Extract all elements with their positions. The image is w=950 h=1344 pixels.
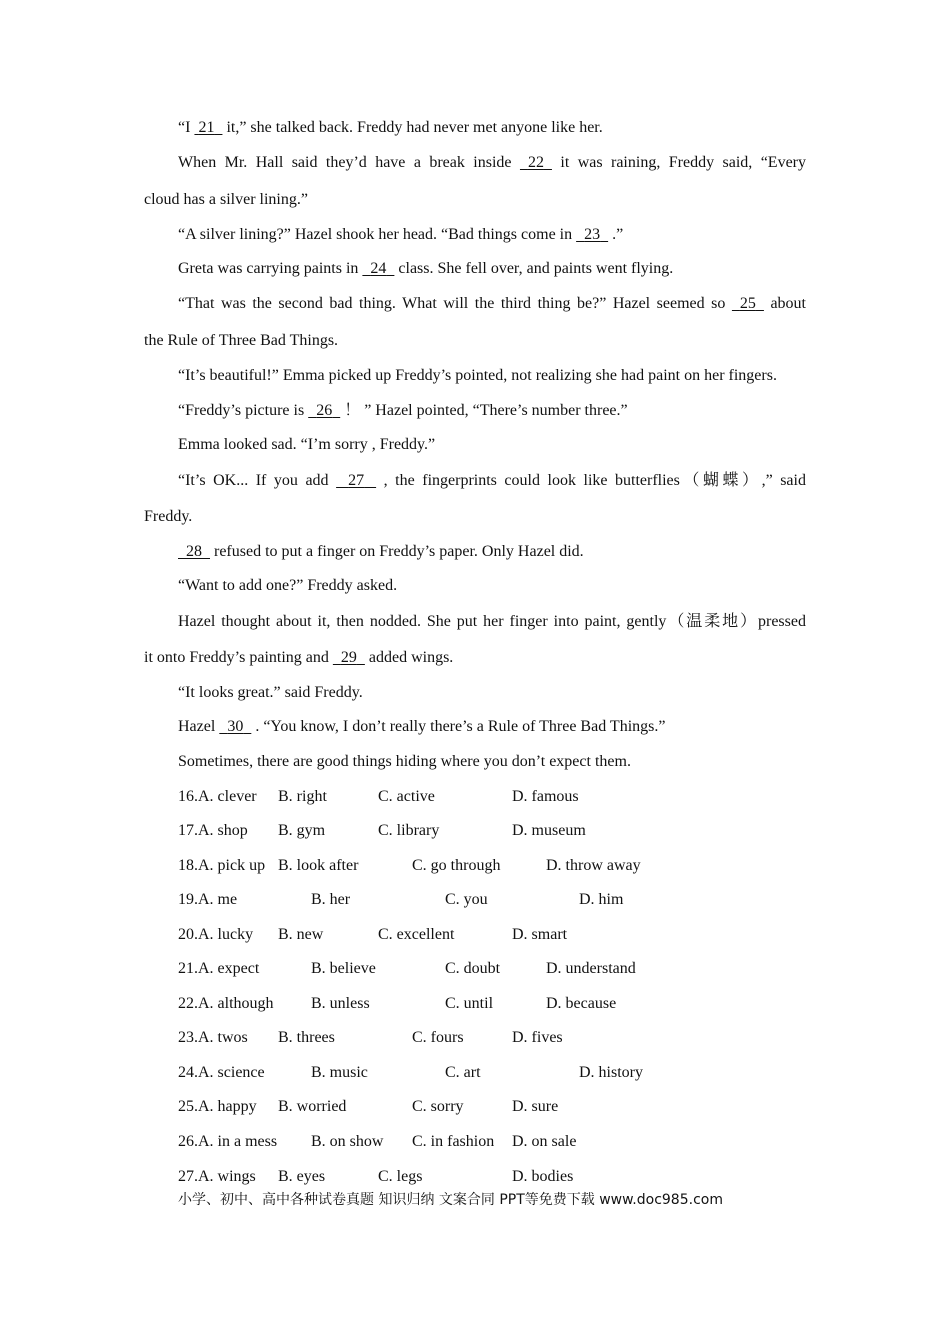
passage-line: “It looks great.” said Freddy. (178, 684, 363, 701)
question-26-a: 26.A. in a mess (178, 1133, 278, 1150)
passage-line: Freddy. (144, 508, 193, 525)
question-20-c: C. excellent (378, 926, 455, 943)
text: When Mr. Hall said they’d have a break inside (178, 154, 520, 171)
text: Hazel (178, 718, 220, 735)
passage-line: “It’s beautiful!” Emma picked up Freddy’s pointed, not realizing she had paint on her fingers. (178, 367, 777, 384)
question-26-c: C. in fashion (412, 1133, 495, 1150)
question-19-a: 19.A. me (178, 891, 238, 908)
question-17-b: B. gym (278, 822, 326, 839)
question-23-a: 23.A. twos (178, 1029, 248, 1046)
blank-23: 23 (584, 226, 601, 243)
question-19-b: B. her (311, 891, 351, 908)
text: refused to put a finger on Freddy’s paper. Only Hazel did. (210, 543, 584, 560)
blank-25: 25 (739, 295, 756, 312)
question-18-d: D. throw away (546, 857, 641, 874)
question-26-b: B. on show (311, 1133, 384, 1150)
question-24-d: D. history (579, 1064, 643, 1081)
passage-line (178, 471, 806, 491)
question-21-c: C. doubt (445, 960, 501, 977)
text: it onto Freddy’s painting and (144, 649, 333, 666)
question-24-b: B. music (311, 1064, 368, 1081)
text: about (763, 295, 806, 312)
question-22-c: C. until (445, 995, 494, 1012)
passage-line: Emma looked sad. “I’m sorry , Freddy.” (178, 436, 436, 453)
passage-line (178, 294, 806, 314)
passage-line (178, 401, 806, 421)
question-24-c: C. art (445, 1064, 481, 1081)
text: ！ ” Hazel pointed, “There’s number three.” (340, 402, 628, 419)
question-23-c: C. fours (412, 1029, 464, 1046)
text: “It’s OK... If you add (178, 472, 337, 489)
question-18-a: 18.A. pick up (178, 857, 266, 874)
text: “I (178, 119, 195, 136)
question-17-d: D. museum (512, 822, 586, 839)
text: “That was the second bad thing. What will the third thing be?” Hazel seemed so (178, 295, 732, 312)
question-27-d: D. bodies (512, 1168, 574, 1185)
question-22-b: B. unless (311, 995, 370, 1012)
question-23-d: D. fives (512, 1029, 563, 1046)
passage-line: the Rule of Three Bad Things. (144, 332, 339, 349)
question-18-c: C. go through (412, 857, 501, 874)
passage-line (178, 153, 806, 173)
text: it,” she talked back. Freddy had never met anyone like her. (222, 119, 603, 136)
blank-22: 22 (527, 154, 544, 171)
text: “A silver lining?” Hazel shook her head. “Bad things come in (178, 226, 577, 243)
question-18-b: B. look after (278, 857, 359, 874)
question-19-c: C. you (445, 891, 488, 908)
question-25-c: C. sorry (412, 1098, 464, 1115)
passage-line: Sometimes, there are good things hiding where you don’t expect them. (178, 753, 631, 770)
passage-line (178, 542, 806, 562)
question-26-d: D. on sale (512, 1133, 577, 1150)
blank-27: 27 (348, 472, 365, 489)
question-25-d: D. sure (512, 1098, 559, 1115)
question-16-b: B. right (278, 788, 327, 805)
question-20-b: B. new (278, 926, 324, 943)
question-21-b: B. believe (311, 960, 376, 977)
blank-28: 28 (186, 543, 202, 560)
question-27-a: 27.A. wings (178, 1168, 256, 1185)
passage-line (178, 259, 806, 279)
text: it was raining, Freddy said, “Every (551, 154, 807, 171)
question-19-d: D. him (579, 891, 624, 908)
question-25-b: B. worried (278, 1098, 347, 1115)
question-17-a: 17.A. shop (178, 822, 248, 839)
question-23-b: B. threes (278, 1029, 335, 1046)
text: . “You know, I don’t really there’s a Rule of Three Bad Things.” (251, 718, 666, 735)
question-20-a: 20.A. lucky (178, 926, 254, 943)
question-16-a: 16.A. clever (178, 788, 257, 805)
question-16-c: C. active (378, 788, 435, 805)
text: Greta was carrying paints in (178, 260, 363, 277)
question-27-c: C. legs (378, 1168, 423, 1185)
passage-line: “Want to add one?” Freddy asked. (178, 577, 398, 594)
text: .” (608, 226, 624, 243)
text: , the fingerprints could look like butterflies（蝴蝶）,” said (376, 472, 806, 489)
text: class. She fell over, and paints went flying. (394, 260, 674, 277)
passage-line (178, 717, 806, 737)
text: added wings. (364, 649, 454, 666)
passage-line (178, 118, 806, 138)
question-21-a: 21.A. expect (178, 960, 260, 977)
passage-line (178, 225, 806, 245)
passage-line (144, 648, 806, 668)
blank-29: 29 (340, 649, 357, 666)
blank-24: 24 (370, 260, 387, 277)
question-16-d: D. famous (512, 788, 579, 805)
question-24-a: 24.A. science (178, 1064, 265, 1081)
passage-line: Hazel thought about it, then nodded. She put her finger into paint, gently（温柔地）pressed (178, 613, 806, 630)
question-25-a: 25.A. happy (178, 1098, 257, 1115)
blank-26: 26 (316, 402, 333, 419)
question-27-b: B. eyes (278, 1168, 326, 1185)
passage-line: cloud has a silver lining.” (144, 191, 308, 208)
question-20-d: D. smart (512, 926, 568, 943)
question-17-c: C. library (378, 822, 440, 839)
question-21-d: D. understand (546, 960, 636, 977)
blank-21: 21 (198, 119, 215, 136)
footer-watermark-text: 小学、初中、高中各种试卷真题 知识归纳 文案合同 PPT等免费下载 www.doc985.com (178, 1192, 723, 1208)
text: “Freddy’s picture is (178, 402, 309, 419)
blank-30: 30 (227, 718, 244, 735)
question-22-a: 22.A. although (178, 995, 274, 1012)
question-22-d: D. because (546, 995, 617, 1012)
